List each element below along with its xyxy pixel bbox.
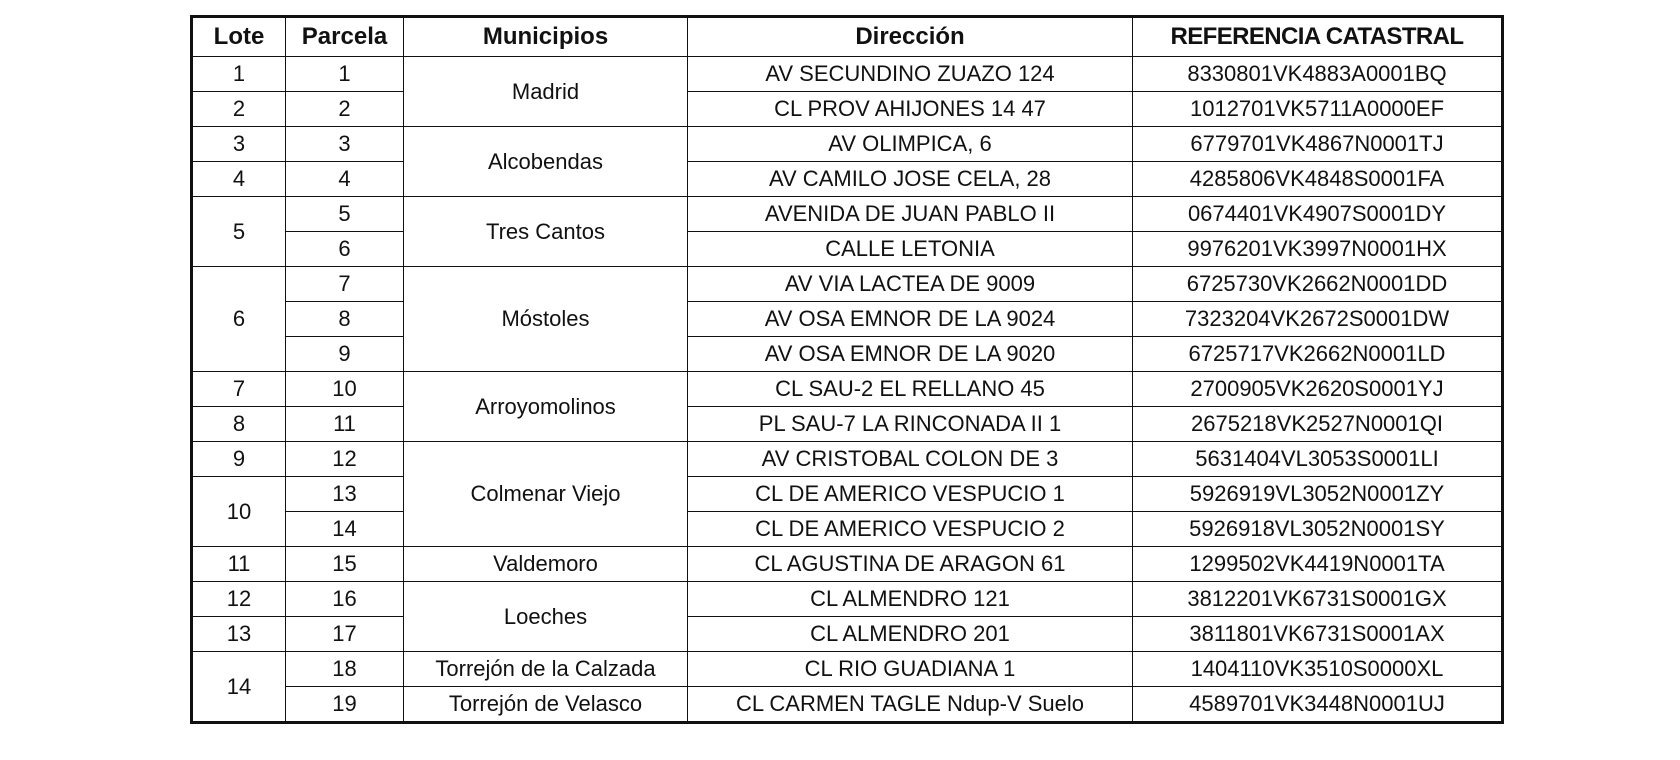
referencia-cell: 6779701VK4867N0001TJ [1133,127,1503,162]
referencia-cell: 0674401VK4907S0001DY [1133,197,1503,232]
table-row [192,127,1503,162]
lote-cell: 1 [192,57,286,92]
direccion-cell: AV OSA EMNOR DE LA 9020 [688,337,1133,372]
lote-cell: 7 [192,372,286,407]
table-row [192,302,1503,337]
referencia-cell: 3811801VK6731S0001AX [1133,617,1503,652]
lote-cell: 5 [192,197,286,267]
municipio-cell: Móstoles [404,267,688,372]
table-row [192,232,1503,267]
table-row [192,687,1503,723]
table-row [192,92,1503,127]
referencia-cell: 6725717VK2662N0001LD [1133,337,1503,372]
direccion-cell: CL SAU-2 EL RELLANO 45 [688,372,1133,407]
referencia-cell: 5926918VL3052N0001SY [1133,512,1503,547]
referencia-cell: 5631404VL3053S0001LI [1133,442,1503,477]
direccion-cell: CL ALMENDRO 121 [688,582,1133,617]
table-row [192,337,1503,372]
parcela-cell: 1 [286,57,404,92]
parcela-cell: 2 [286,92,404,127]
direccion-cell: CL ALMENDRO 201 [688,617,1133,652]
municipio-cell: Arroyomolinos [404,372,688,442]
header-row [192,17,1503,57]
lote-cell: 14 [192,652,286,723]
lote-cell: 2 [192,92,286,127]
parcela-cell: 9 [286,337,404,372]
lote-cell: 13 [192,617,286,652]
referencia-cell: 1404110VK3510S0000XL [1133,652,1503,687]
referencia-cell: 2700905VK2620S0001YJ [1133,372,1503,407]
header-lote: Lote [192,17,286,57]
parcela-cell: 11 [286,407,404,442]
lote-cell: 10 [192,477,286,547]
municipio-cell: Madrid [404,57,688,127]
table-row [192,652,1503,687]
lote-cell: 4 [192,162,286,197]
table-row [192,547,1503,582]
direccion-cell: CL DE AMERICO VESPUCIO 1 [688,477,1133,512]
referencia-cell: 6725730VK2662N0001DD [1133,267,1503,302]
direccion-cell: CL DE AMERICO VESPUCIO 2 [688,512,1133,547]
municipio-cell: Alcobendas [404,127,688,197]
parcela-cell: 13 [286,477,404,512]
lote-cell: 9 [192,442,286,477]
header-referencia-catastral: REFERENCIA CATASTRAL [1133,17,1503,57]
parcela-cell: 15 [286,547,404,582]
direccion-cell: AV CRISTOBAL COLON DE 3 [688,442,1133,477]
table-row [192,617,1503,652]
header-direccion: Dirección [688,17,1133,57]
table-row [192,57,1503,92]
municipio-cell: Tres Cantos [404,197,688,267]
direccion-cell: AV OLIMPICA, 6 [688,127,1133,162]
table-row [192,197,1503,232]
table-row [192,407,1503,442]
direccion-cell: CL CARMEN TAGLE Ndup-V Suelo [688,687,1133,723]
municipio-cell: Valdemoro [404,547,688,582]
header-municipios: Municipios [404,17,688,57]
direccion-cell: AV OSA EMNOR DE LA 9024 [688,302,1133,337]
parcela-cell: 4 [286,162,404,197]
municipio-cell: Colmenar Viejo [404,442,688,547]
parcela-cell: 8 [286,302,404,337]
lote-cell: 3 [192,127,286,162]
direccion-cell: CL AGUSTINA DE ARAGON 61 [688,547,1133,582]
parcela-cell: 16 [286,582,404,617]
direccion-cell: PL SAU-7 LA RINCONADA II 1 [688,407,1133,442]
direccion-cell: CL RIO GUADIANA 1 [688,652,1133,687]
referencia-cell: 8330801VK4883A0001BQ [1133,57,1503,92]
table-row [192,267,1503,302]
header-parcela: Parcela [286,17,404,57]
parcela-cell: 10 [286,372,404,407]
lote-cell: 11 [192,547,286,582]
parcela-cell: 18 [286,652,404,687]
direccion-cell: CL PROV AHIJONES 14 47 [688,92,1133,127]
lote-cell: 8 [192,407,286,442]
lote-cell: 6 [192,267,286,372]
municipio-cell: Loeches [404,582,688,652]
referencia-cell: 4589701VK3448N0001UJ [1133,687,1503,723]
direccion-cell: AV CAMILO JOSE CELA, 28 [688,162,1133,197]
parcela-cell: 5 [286,197,404,232]
parcela-cell: 17 [286,617,404,652]
referencia-cell: 5926919VL3052N0001ZY [1133,477,1503,512]
table-row [192,162,1503,197]
lote-cell: 12 [192,582,286,617]
referencia-cell: 1012701VK5711A0000EF [1133,92,1503,127]
table-row [192,512,1503,547]
direccion-cell: CALLE LETONIA [688,232,1133,267]
cadastral-table [190,15,1504,724]
direccion-cell: AV VIA LACTEA DE 9009 [688,267,1133,302]
referencia-cell: 9976201VK3997N0001HX [1133,232,1503,267]
referencia-cell: 1299502VK4419N0001TA [1133,547,1503,582]
referencia-cell: 2675218VK2527N0001QI [1133,407,1503,442]
parcela-cell: 3 [286,127,404,162]
table-row [192,372,1503,407]
parcela-cell: 12 [286,442,404,477]
referencia-cell: 4285806VK4848S0001FA [1133,162,1503,197]
parcela-cell: 6 [286,232,404,267]
municipio-cell: Torrejón de Velasco [404,687,688,723]
direccion-cell: AVENIDA DE JUAN PABLO II [688,197,1133,232]
parcela-cell: 19 [286,687,404,723]
referencia-cell: 7323204VK2672S0001DW [1133,302,1503,337]
direccion-cell: AV SECUNDINO ZUAZO 124 [688,57,1133,92]
cadastral-table-container [190,15,1504,724]
referencia-cell: 3812201VK6731S0001GX [1133,582,1503,617]
parcela-cell: 7 [286,267,404,302]
municipio-cell: Torrejón de la Calzada [404,652,688,687]
table-row [192,477,1503,512]
table-row [192,442,1503,477]
parcela-cell: 14 [286,512,404,547]
table-row [192,582,1503,617]
